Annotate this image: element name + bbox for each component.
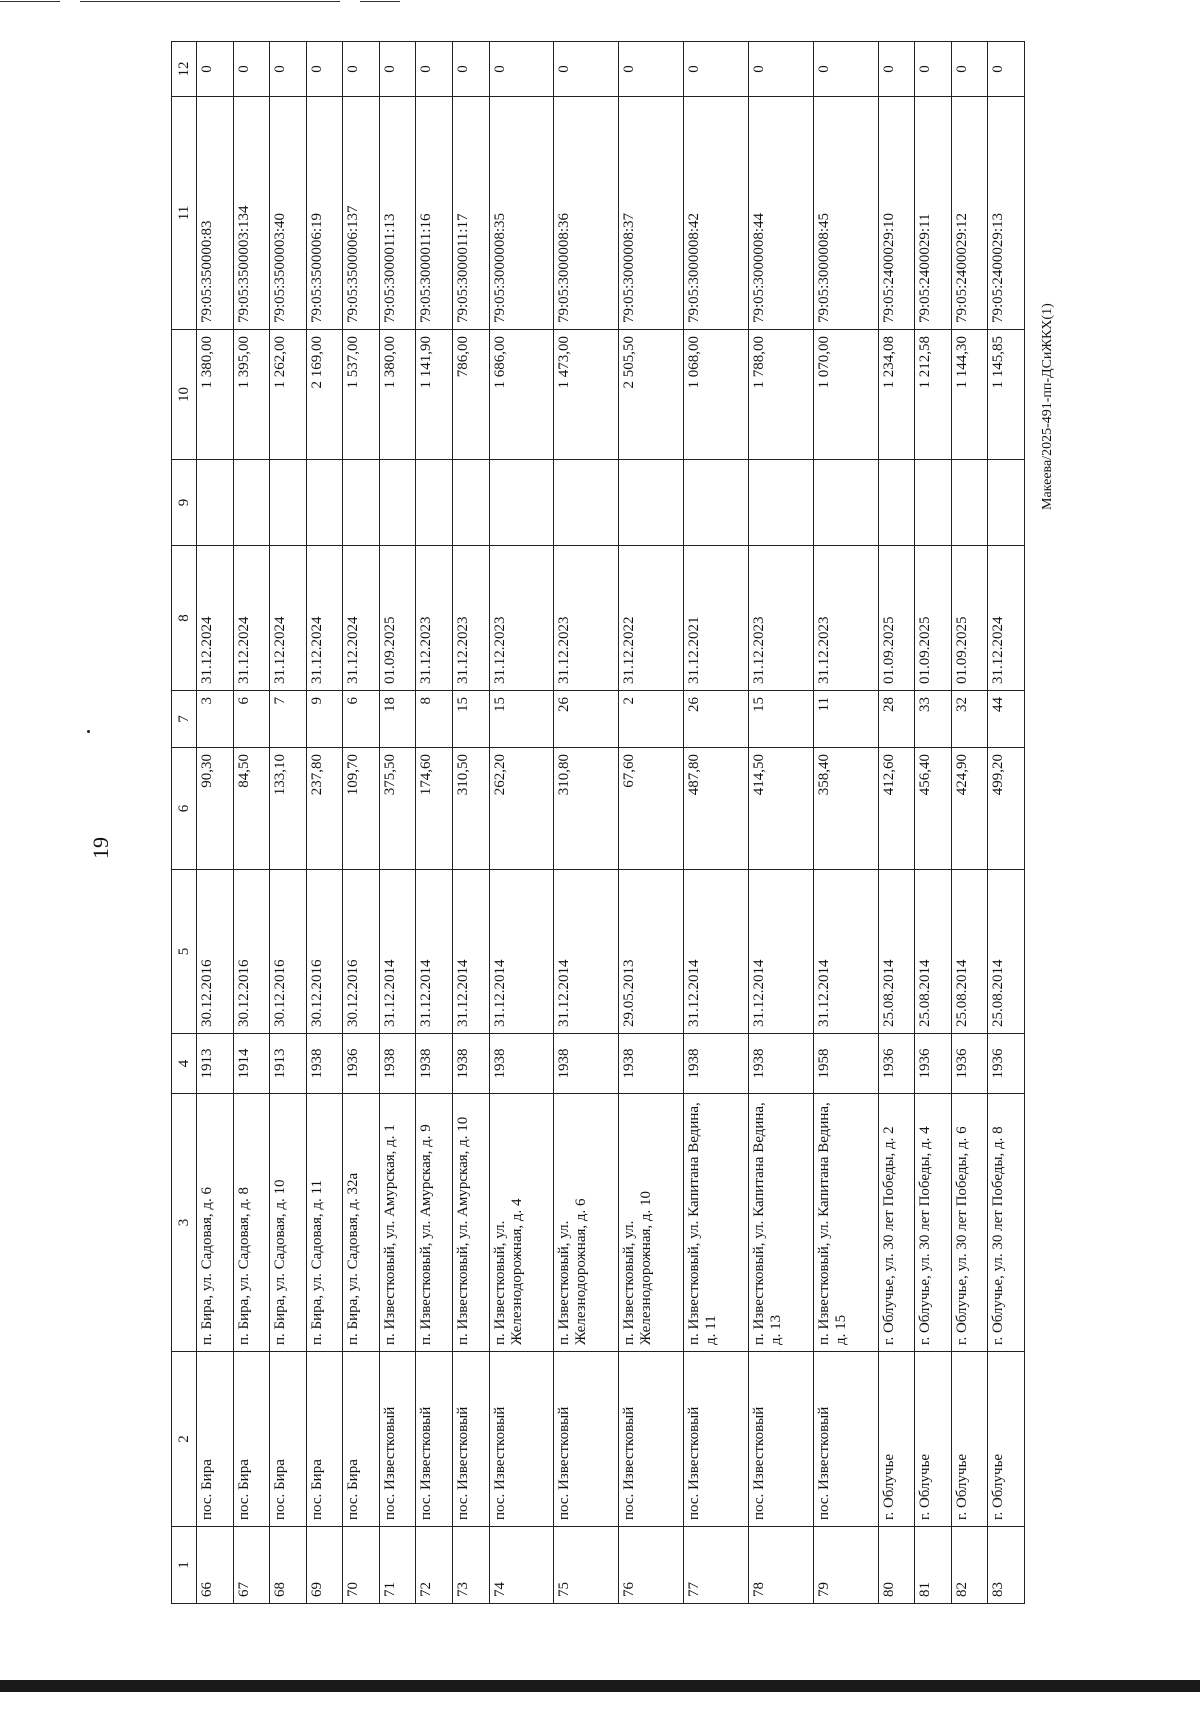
address-cell: г. Облучье, ул. 30 лет Победы, д. 8 — [988, 1094, 1025, 1352]
settlement-cell: пос. Известковый — [619, 1352, 684, 1527]
area-cell: 414,50 — [748, 748, 813, 870]
cost-cell: 786,00 — [453, 330, 490, 460]
settlement-cell: пос. Известковый — [453, 1352, 490, 1527]
cadastral-number-cell: 79:05:3500006:137 — [343, 97, 380, 330]
build-year-cell: 1938 — [554, 1034, 619, 1094]
row-number-cell: 67 — [233, 1527, 270, 1604]
col-9-cell — [878, 460, 915, 546]
table-row — [951, 42, 988, 1604]
scan-dot — [87, 730, 90, 733]
row-number-cell: 78 — [748, 1527, 813, 1604]
col-12-cell: 0 — [453, 42, 490, 97]
build-year-cell: 1936 — [951, 1034, 988, 1094]
address-cell: г. Облучье, ул. 30 лет Победы, д. 4 — [915, 1094, 952, 1352]
address-cell: п. Бира, ул. Садовая, д. 6 — [197, 1094, 234, 1352]
settlement-cell: г. Облучье — [951, 1352, 988, 1527]
cost-cell: 1 380,00 — [197, 330, 234, 460]
date-recognized-cell: 31.12.2014 — [489, 870, 554, 1034]
table-row — [343, 42, 380, 1604]
col-9-cell — [748, 460, 813, 546]
row-number-cell: 68 — [270, 1527, 307, 1604]
residents-cell: 9 — [306, 691, 343, 748]
col-9-cell — [416, 460, 453, 546]
table-row — [270, 42, 307, 1604]
area-cell: 487,80 — [684, 748, 749, 870]
address-cell: п. Бира, ул. Садовая, д. 11 — [306, 1094, 343, 1352]
build-year-cell: 1938 — [748, 1034, 813, 1094]
resettlement-date-cell: 31.12.2021 — [684, 546, 749, 691]
col-9-cell — [379, 460, 416, 546]
col-12-cell: 0 — [988, 42, 1025, 97]
build-year-cell: 1936 — [988, 1034, 1025, 1094]
address-cell: п. Бира, ул. Садовая, д. 8 — [233, 1094, 270, 1352]
date-recognized-cell: 31.12.2014 — [453, 870, 490, 1034]
cost-cell: 2 505,50 — [619, 330, 684, 460]
table-row — [915, 42, 952, 1604]
column-header: 7 — [172, 691, 197, 748]
settlement-cell: пос. Известковый — [813, 1352, 878, 1527]
cadastral-number-cell: 79:05:3000008:36 — [554, 97, 619, 330]
address-cell: п. Известковый, ул. Железнодорожная, д. 4 — [489, 1094, 554, 1352]
residents-cell: 11 — [813, 691, 878, 748]
area-cell: 90,30 — [197, 748, 234, 870]
column-header: 9 — [172, 460, 197, 546]
column-header: 1 — [172, 1527, 197, 1604]
cadastral-number-cell: 79:05:2400029:13 — [988, 97, 1025, 330]
row-number-cell: 83 — [988, 1527, 1025, 1604]
settlement-cell: г. Облучье — [988, 1352, 1025, 1527]
resettlement-date-cell: 31.12.2024 — [343, 546, 380, 691]
cost-cell: 1 473,00 — [554, 330, 619, 460]
col-12-cell: 0 — [748, 42, 813, 97]
date-recognized-cell: 25.08.2014 — [878, 870, 915, 1034]
table-row — [197, 42, 234, 1604]
build-year-cell: 1913 — [197, 1034, 234, 1094]
cadastral-number-cell: 79:05:3000011:17 — [453, 97, 490, 330]
footer-ref-container — [1040, 90, 1066, 510]
col-9-cell — [554, 460, 619, 546]
settlement-cell: пос. Известковый — [748, 1352, 813, 1527]
resettlement-date-cell: 31.12.2023 — [813, 546, 878, 691]
cadastral-number-cell: 79:05:3000008:37 — [619, 97, 684, 330]
table-row — [619, 42, 684, 1604]
settlement-cell: пос. Бира — [270, 1352, 307, 1527]
col-12-cell: 0 — [684, 42, 749, 97]
cadastral-number-cell: 79:05:350000:83 — [197, 97, 234, 330]
col-9-cell — [951, 460, 988, 546]
cadastral-number-cell: 79:05:2400029:10 — [878, 97, 915, 330]
col-12-cell: 0 — [379, 42, 416, 97]
row-number-cell: 77 — [684, 1527, 749, 1604]
table-body — [197, 42, 1025, 1604]
resettlement-date-cell: 31.12.2024 — [197, 546, 234, 691]
col-9-cell — [915, 460, 952, 546]
table-row — [453, 42, 490, 1604]
col-9-cell — [270, 460, 307, 546]
settlement-cell: пос. Известковый — [379, 1352, 416, 1527]
residents-cell: 6 — [233, 691, 270, 748]
col-9-cell — [813, 460, 878, 546]
area-cell: 499,20 — [988, 748, 1025, 870]
resettlement-date-cell: 01.09.2025 — [915, 546, 952, 691]
build-year-cell: 1914 — [233, 1034, 270, 1094]
build-year-cell: 1938 — [619, 1034, 684, 1094]
residents-cell: 28 — [878, 691, 915, 748]
col-12-cell: 0 — [416, 42, 453, 97]
settlement-cell: пос. Бира — [197, 1352, 234, 1527]
cost-cell: 1 395,00 — [233, 330, 270, 460]
housing-table — [171, 41, 1025, 1604]
date-recognized-cell: 25.08.2014 — [951, 870, 988, 1034]
area-cell: 310,50 — [453, 748, 490, 870]
cadastral-number-cell: 79:05:2400029:12 — [951, 97, 988, 330]
address-cell: п. Известковый, ул. Капитана Ведина, д. 11 — [684, 1094, 749, 1352]
residents-cell: 2 — [619, 691, 684, 748]
date-recognized-cell: 31.12.2014 — [684, 870, 749, 1034]
cadastral-number-cell: 79:05:3000008:42 — [684, 97, 749, 330]
residents-cell: 6 — [343, 691, 380, 748]
resettlement-date-cell: 31.12.2024 — [233, 546, 270, 691]
date-recognized-cell: 31.12.2014 — [748, 870, 813, 1034]
table-row — [684, 42, 749, 1604]
resettlement-date-cell: 31.12.2024 — [988, 546, 1025, 691]
build-year-cell: 1913 — [270, 1034, 307, 1094]
col-9-cell — [453, 460, 490, 546]
settlement-cell: пос. Бира — [343, 1352, 380, 1527]
area-cell: 133,10 — [270, 748, 307, 870]
col-9-cell — [343, 460, 380, 546]
address-cell: п. Бира, ул. Садовая, д. 32а — [343, 1094, 380, 1352]
build-year-cell: 1938 — [453, 1034, 490, 1094]
col-12-cell: 0 — [343, 42, 380, 97]
table-row — [416, 42, 453, 1604]
table-row — [306, 42, 343, 1604]
cost-cell: 1 141,90 — [416, 330, 453, 460]
date-recognized-cell: 30.12.2016 — [197, 870, 234, 1034]
resettlement-date-cell: 31.12.2024 — [270, 546, 307, 691]
row-number-cell: 74 — [489, 1527, 554, 1604]
residents-cell: 7 — [270, 691, 307, 748]
row-number-cell: 82 — [951, 1527, 988, 1604]
resettlement-date-cell: 31.12.2022 — [619, 546, 684, 691]
col-9-cell — [197, 460, 234, 546]
area-cell: 375,50 — [379, 748, 416, 870]
col-12-cell: 0 — [951, 42, 988, 97]
build-year-cell: 1938 — [416, 1034, 453, 1094]
area-cell: 412,60 — [878, 748, 915, 870]
settlement-cell: пос. Известковый — [684, 1352, 749, 1527]
address-cell: п. Известковый, ул. Амурская, д. 9 — [416, 1094, 453, 1352]
cost-cell: 1 380,00 — [379, 330, 416, 460]
cost-cell: 1 788,00 — [748, 330, 813, 460]
residents-cell: 18 — [379, 691, 416, 748]
table-row — [554, 42, 619, 1604]
settlement-cell: пос. Бира — [306, 1352, 343, 1527]
area-cell: 174,60 — [416, 748, 453, 870]
col-12-cell: 0 — [197, 42, 234, 97]
date-recognized-cell: 31.12.2014 — [813, 870, 878, 1034]
cadastral-number-cell: 79:05:3000008:44 — [748, 97, 813, 330]
build-year-cell: 1958 — [813, 1034, 878, 1094]
build-year-cell: 1936 — [915, 1034, 952, 1094]
build-year-cell: 1936 — [878, 1034, 915, 1094]
row-number-cell: 71 — [379, 1527, 416, 1604]
address-cell: п. Известковый, ул. Амурская, д. 1 — [379, 1094, 416, 1352]
date-recognized-cell: 31.12.2014 — [379, 870, 416, 1034]
table-row — [489, 42, 554, 1604]
col-9-cell — [988, 460, 1025, 546]
settlement-cell: г. Облучье — [915, 1352, 952, 1527]
build-year-cell: 1938 — [684, 1034, 749, 1094]
col-9-cell — [684, 460, 749, 546]
row-number-cell: 69 — [306, 1527, 343, 1604]
table-row — [379, 42, 416, 1604]
cadastral-number-cell: 79:05:3000008:45 — [813, 97, 878, 330]
col-12-cell: 0 — [233, 42, 270, 97]
residents-cell: 44 — [988, 691, 1025, 748]
page-number: 19 — [88, 837, 113, 859]
area-cell: 237,80 — [306, 748, 343, 870]
col-12-cell: 0 — [813, 42, 878, 97]
cadastral-number-cell: 79:05:3000008:35 — [489, 97, 554, 330]
col-9-cell — [489, 460, 554, 546]
settlement-cell: пос. Известковый — [489, 1352, 554, 1527]
build-year-cell: 1938 — [489, 1034, 554, 1094]
date-recognized-cell: 25.08.2014 — [988, 870, 1025, 1034]
address-cell: п. Известковый, ул. Капитана Ведина, д. 13 — [748, 1094, 813, 1352]
address-cell: г. Облучье, ул. 30 лет Победы, д. 2 — [878, 1094, 915, 1352]
col-12-cell: 0 — [554, 42, 619, 97]
area-cell: 109,70 — [343, 748, 380, 870]
cost-cell: 1 234,08 — [878, 330, 915, 460]
cost-cell: 1 068,00 — [684, 330, 749, 460]
row-number-cell: 80 — [878, 1527, 915, 1604]
header-row — [172, 42, 197, 1604]
address-cell: п. Известковый, ул. Железнодорожная, д. 10 — [619, 1094, 684, 1352]
table-row — [233, 42, 270, 1604]
address-cell: п. Известковый, ул. Железнодорожная, д. 6 — [554, 1094, 619, 1352]
date-recognized-cell: 30.12.2016 — [270, 870, 307, 1034]
cost-cell: 1 145,85 — [988, 330, 1025, 460]
build-year-cell: 1938 — [306, 1034, 343, 1094]
cost-cell: 1 686,00 — [489, 330, 554, 460]
date-recognized-cell: 30.12.2016 — [306, 870, 343, 1034]
address-cell: п. Известковый, ул. Амурская, д. 10 — [453, 1094, 490, 1352]
date-recognized-cell: 30.12.2016 — [233, 870, 270, 1034]
row-number-cell: 81 — [915, 1527, 952, 1604]
cadastral-number-cell: 79:05:3000011:16 — [416, 97, 453, 330]
row-number-cell: 72 — [416, 1527, 453, 1604]
resettlement-date-cell: 31.12.2023 — [416, 546, 453, 691]
column-header: 11 — [172, 97, 197, 330]
residents-cell: 32 — [951, 691, 988, 748]
settlement-cell: пос. Известковый — [554, 1352, 619, 1527]
residents-cell: 15 — [748, 691, 813, 748]
cost-cell: 1 212,58 — [915, 330, 952, 460]
resettlement-date-cell: 31.12.2023 — [489, 546, 554, 691]
column-header: 2 — [172, 1352, 197, 1527]
area-cell: 262,20 — [489, 748, 554, 870]
area-cell: 310,80 — [554, 748, 619, 870]
date-recognized-cell: 29.05.2013 — [619, 870, 684, 1034]
build-year-cell: 1938 — [379, 1034, 416, 1094]
area-cell: 67,60 — [619, 748, 684, 870]
date-recognized-cell: 31.12.2014 — [416, 870, 453, 1034]
settlement-cell: г. Облучье — [878, 1352, 915, 1527]
table-row — [748, 42, 813, 1604]
residents-cell: 33 — [915, 691, 952, 748]
row-number-cell: 79 — [813, 1527, 878, 1604]
residents-cell: 3 — [197, 691, 234, 748]
settlement-cell: пос. Известковый — [416, 1352, 453, 1527]
settlement-cell: пос. Бира — [233, 1352, 270, 1527]
table-row — [988, 42, 1025, 1604]
area-cell: 456,40 — [915, 748, 952, 870]
cost-cell: 1 262,00 — [270, 330, 307, 460]
cost-cell: 1 537,00 — [343, 330, 380, 460]
resettlement-date-cell: 31.12.2023 — [554, 546, 619, 691]
bottom-scan-rule — [0, 1680, 1200, 1692]
address-cell: п. Известковый, ул. Капитана Ведина, д. 15 — [813, 1094, 878, 1352]
row-number-cell: 66 — [197, 1527, 234, 1604]
footer-ref: Макеева/2025-491-пп-ДСиЖКХ(1) — [1040, 303, 1055, 510]
cadastral-number-cell: 79:05:3500003:40 — [270, 97, 307, 330]
col-12-cell: 0 — [489, 42, 554, 97]
date-recognized-cell: 30.12.2016 — [343, 870, 380, 1034]
cadastral-number-cell: 79:05:3500003:134 — [233, 97, 270, 330]
table-row — [813, 42, 878, 1604]
residents-cell: 26 — [554, 691, 619, 748]
col-12-cell: 0 — [619, 42, 684, 97]
residents-cell: 8 — [416, 691, 453, 748]
residents-cell: 26 — [684, 691, 749, 748]
col-9-cell — [306, 460, 343, 546]
cost-cell: 1 144,30 — [951, 330, 988, 460]
col-9-cell — [233, 460, 270, 546]
area-cell: 358,40 — [813, 748, 878, 870]
cadastral-number-cell: 79:05:3500006:19 — [306, 97, 343, 330]
table-container — [171, 42, 1025, 1604]
resettlement-date-cell: 01.09.2025 — [379, 546, 416, 691]
date-recognized-cell: 31.12.2014 — [554, 870, 619, 1034]
residents-cell: 15 — [453, 691, 490, 748]
col-9-cell — [619, 460, 684, 546]
column-header: 5 — [172, 870, 197, 1034]
resettlement-date-cell: 31.12.2023 — [748, 546, 813, 691]
row-number-cell: 75 — [554, 1527, 619, 1604]
column-header: 3 — [172, 1094, 197, 1352]
cost-cell: 2 169,00 — [306, 330, 343, 460]
col-12-cell: 0 — [915, 42, 952, 97]
area-cell: 84,50 — [233, 748, 270, 870]
col-12-cell: 0 — [270, 42, 307, 97]
top-scan-rule — [0, 0, 1200, 3]
row-number-cell: 73 — [453, 1527, 490, 1604]
row-number-cell: 70 — [343, 1527, 380, 1604]
resettlement-date-cell: 01.09.2025 — [951, 546, 988, 691]
column-header: 10 — [172, 330, 197, 460]
resettlement-date-cell: 31.12.2023 — [453, 546, 490, 691]
cadastral-number-cell: 79:05:3000011:13 — [379, 97, 416, 330]
table-row — [878, 42, 915, 1604]
address-cell: г. Облучье, ул. 30 лет Победы, д. 6 — [951, 1094, 988, 1352]
residents-cell: 15 — [489, 691, 554, 748]
column-header: 8 — [172, 546, 197, 691]
col-12-cell: 0 — [878, 42, 915, 97]
resettlement-date-cell: 01.09.2025 — [878, 546, 915, 691]
cadastral-number-cell: 79:05:2400029:11 — [915, 97, 952, 330]
date-recognized-cell: 25.08.2014 — [915, 870, 952, 1034]
column-header: 12 — [172, 42, 197, 97]
resettlement-date-cell: 31.12.2024 — [306, 546, 343, 691]
area-cell: 424,90 — [951, 748, 988, 870]
col-12-cell: 0 — [306, 42, 343, 97]
column-header: 4 — [172, 1034, 197, 1094]
column-header: 6 — [172, 748, 197, 870]
address-cell: п. Бира, ул. Садовая, д. 10 — [270, 1094, 307, 1352]
build-year-cell: 1936 — [343, 1034, 380, 1094]
row-number-cell: 76 — [619, 1527, 684, 1604]
cost-cell: 1 070,00 — [813, 330, 878, 460]
